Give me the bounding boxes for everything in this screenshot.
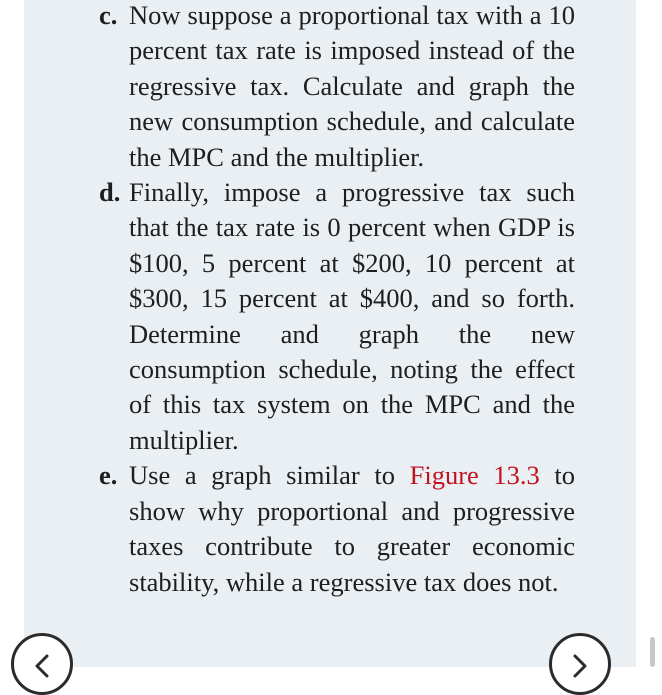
problem-list: [99, 0, 575, 600]
item-letter: e.: [99, 460, 118, 491]
item-text: Finally, impose a progressive tax such that the tax rate is 0 percent when GDP is $100, 5 percent at $200, 10 percent at $300, 15 percent at $400, and so forth. Determine and graph the new consumption schedule, noting the effect of this tax system on the MPC and the multiplier.: [129, 177, 575, 455]
item-text-before-link: Use a graph similar to: [129, 460, 410, 491]
list-item: [99, 175, 575, 458]
next-page-button[interactable]: [549, 633, 611, 695]
item-letter: c.: [99, 0, 118, 30]
previous-page-button[interactable]: [11, 633, 73, 695]
scrollbar-thumb[interactable]: [650, 637, 655, 667]
figure-link[interactable]: Figure 13.3: [409, 460, 540, 491]
item-text-after-link: to show why proportional and progressive taxes contribute to greater economic stability, while a regressive tax does not.: [129, 460, 576, 597]
list-item: [99, 458, 575, 600]
chevron-right-icon: [552, 636, 608, 692]
item-letter: d.: [99, 177, 121, 208]
item-text: Now suppose a proportional tax with a 10 percent tax rate is imposed instead of the regressive tax. Calculate and graph the new consumption schedule, and calculate the MPC and the multiplier.: [129, 0, 575, 172]
list-item: [99, 0, 575, 175]
chevron-left-icon: [14, 636, 70, 692]
